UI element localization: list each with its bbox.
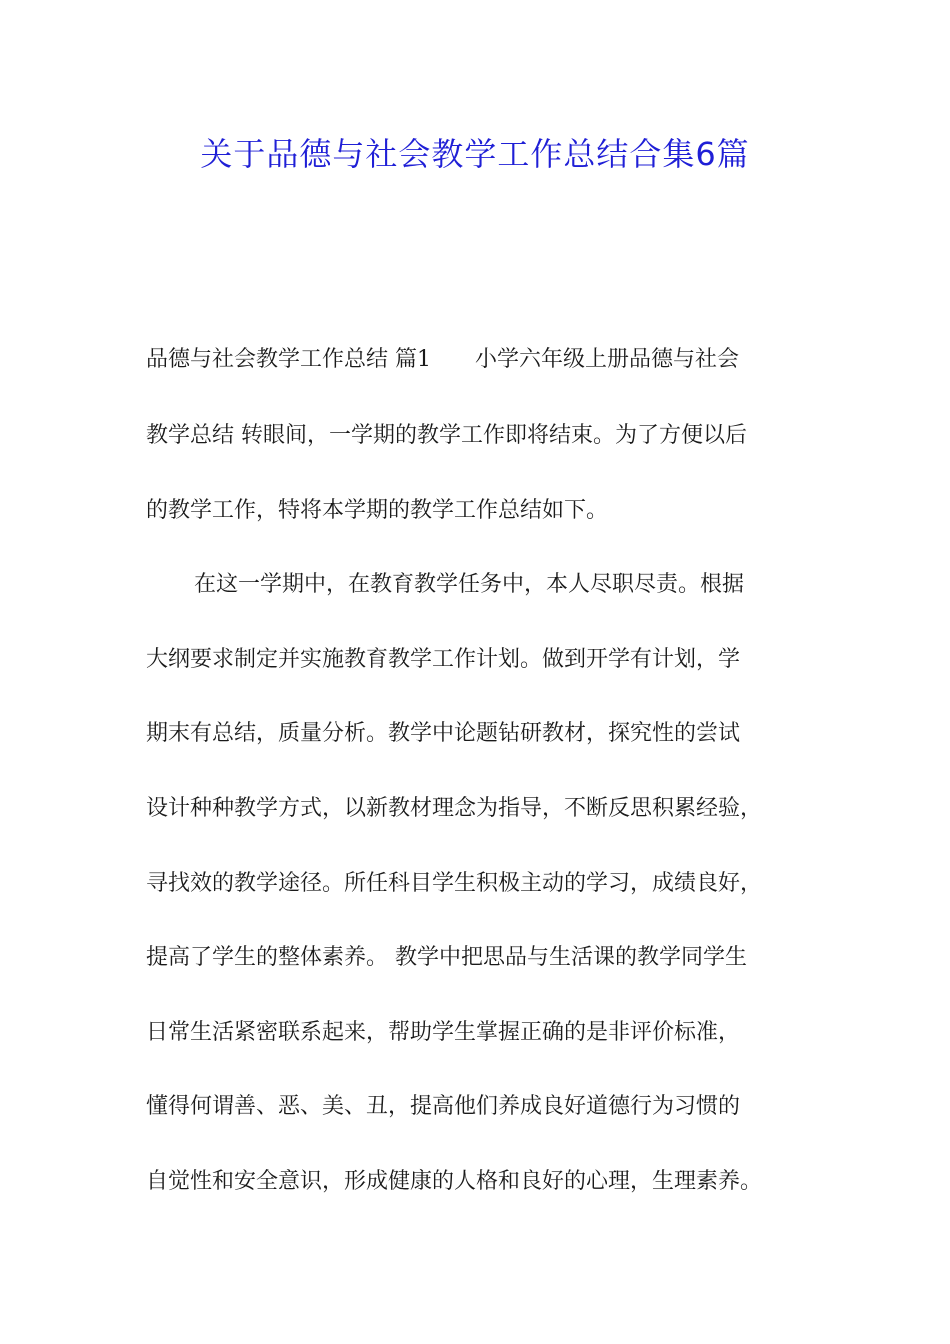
body-line: 懂得何谓善、恶、美、丑，提高他们养成良好道德行为习惯的 [146,1094,741,1119]
body-line: 在这一学期中，在教育教学任务中，本人尽职尽责。根据 [194,572,745,597]
body-line: 提高了学生的整体素养。 教学中把思品与生活课的教学同学生 [146,945,747,970]
body-line: 的教学工作，特将本学期的教学工作总结如下。 [146,498,609,523]
body-line: 日常生活紧密联系起来，帮助学生掌握正确的是非评价标准， [146,1020,741,1045]
body-line: 自觉性和安全意识，形成健康的人格和良好的心理，生理素养。 [146,1169,763,1194]
body-line: 寻找效的教学途径。所任科目学生积极主动的学习，成绩良好， [146,871,763,896]
body-line: 大纲要求制定并实施教育教学工作计划。做到开学有计划，学 [146,647,741,672]
document-title: 关于品德与社会教学工作总结合集6篇 [200,135,750,173]
body-line: 设计种种教学方式，以新教材理念为指导，不断反思积累经验， [146,796,763,821]
body-line: 品德与社会教学工作总结 篇1 小学六年级上册品德与社会 [146,347,739,372]
body-line: 教学总结 转眼间，一学期的教学工作即将结束。为了方便以后 [146,423,747,448]
body-line: 期末有总结，质量分析。教学中论题钻研教材，探究性的尝试 [146,721,741,746]
